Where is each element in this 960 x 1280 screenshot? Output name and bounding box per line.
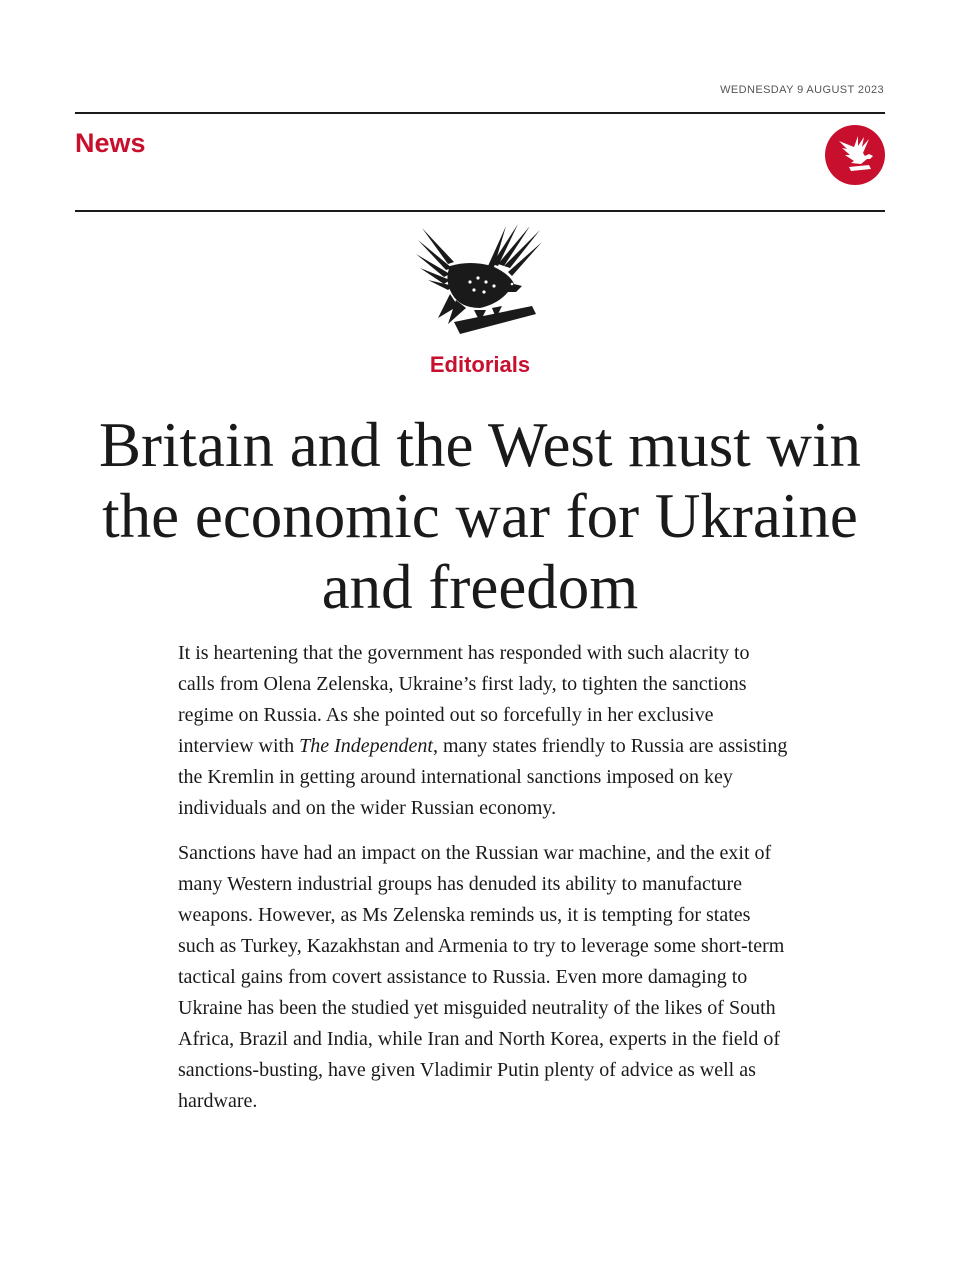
eagle-logo-icon[interactable]: [825, 125, 885, 185]
publication-name: The Independent: [299, 735, 433, 757]
paragraph-2: Sanctions have had an impact on the Russian war machine, and the exit of many Western industrial groups has denuded its ability to manufacture weapons. However, as Ms Zelenska reminds us, it is tempting for states such as Turkey, Kazakhstan and Armenia to try to leverage some short-term tactical gains from covert assistance to Russia. Even more damaging to Ukraine has been the studied yet misguided neutrality of the likes of South Africa, Brazil and India, while Iran and North Korea, experts in the field of sanctions-busting, have given Vladimir Putin plenty of advice as well as hardware.: [178, 842, 785, 1112]
paragraph-1: [178, 638, 788, 824]
paragraph-1-text-end: , many states friendly to Russia are assisting the Kremlin in getting around international sanctions imposed on key individuals and on the wider Russian economy.: [178, 735, 788, 819]
article-headline: Britain and the West must win the economic war for Ukraine and freedom: [99, 410, 861, 622]
header-rule-bottom: [75, 210, 885, 212]
header-rule-top: [75, 112, 885, 114]
date-line: WEDNESDAY 9 AUGUST 2023: [720, 84, 884, 96]
eagle-illustration-icon: [414, 222, 546, 340]
paragraph-1-text-start: It is heartening that the government has responded with such alacrity to calls from Olena Zelenska, Ukraine’s first lady, to tighten the sanctions regime on Russia. As she pointed out so forcefully in her exclusive interview with: [178, 642, 750, 757]
kicker-editorials[interactable]: Editorials: [429, 352, 531, 377]
section-link-news[interactable]: News: [75, 128, 146, 158]
article-body: [178, 638, 788, 1131]
